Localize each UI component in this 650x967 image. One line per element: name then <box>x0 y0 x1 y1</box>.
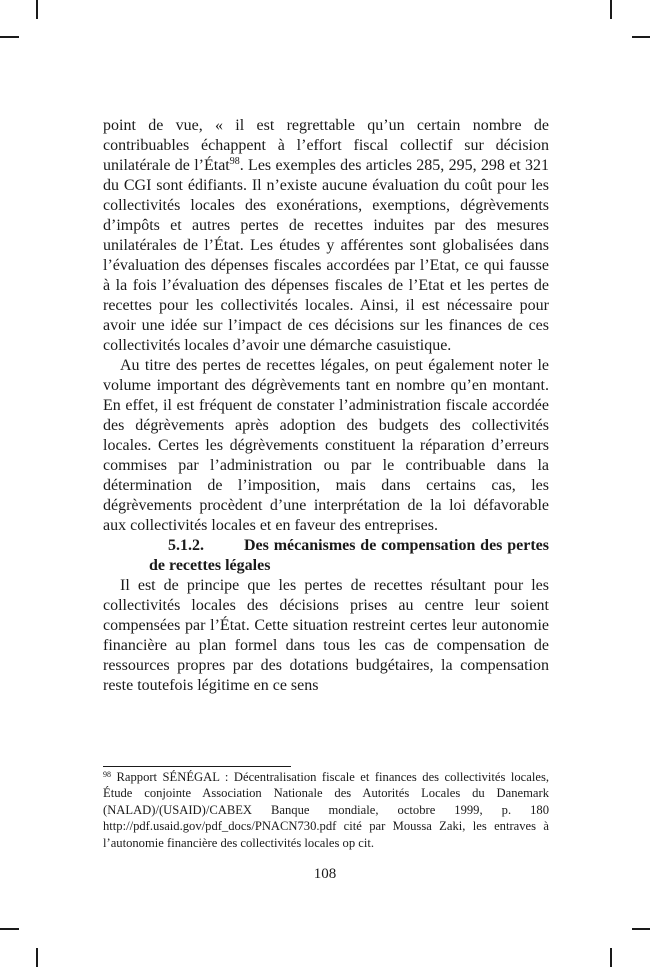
crop-mark-top-right-horizontal <box>632 36 650 38</box>
crop-mark-bottom-right-vertical <box>610 948 612 967</box>
crop-mark-bottom-left-vertical <box>36 948 38 967</box>
paragraph-2: Au titre des pertes de recettes légales, on peut également noter le volume important des dégrèvements tant en nombre qu’en montant. En effet, il est fréquent de constater l’administration fiscale accordée des dégrèvements après adoption des budgets des collectivités locales. Certes les dégrèvements constituent la réparation d’erreurs commises par l’administration ou par le contribuable dans la détermination de l’imposition, mais dans certains cas, les dégrèvements procèdent d’une interprétation de la loi défavorable aux collectivités locales et en faveur des entreprises. <box>103 357 549 534</box>
paragraph-1-text: point de vue, « il est regrettable qu’un certain nombre de contribuables échappent à l’effort fiscal collectif sur décision unilatérale de l’État <box>103 117 549 174</box>
footnote-separator <box>103 766 291 767</box>
crop-mark-top-left-horizontal <box>0 36 19 38</box>
paragraph-1 <box>103 116 549 356</box>
footnote-reference-98[interactable]: 98 <box>229 156 240 167</box>
section-heading <box>103 536 549 576</box>
footnote-98 <box>103 769 549 851</box>
page-number: 108 <box>313 866 337 882</box>
crop-mark-bottom-left-horizontal <box>0 928 19 930</box>
section-number: 5.1.2. <box>168 537 204 554</box>
crop-mark-top-left-vertical <box>36 0 38 19</box>
crop-mark-bottom-right-horizontal <box>632 928 650 930</box>
footnote-text: Rapport SÉNÉGAL : Décentralisation fiscale et finances des collectivités locales, Étude conjointe Association Nationale des Autorités Locales du Danemark (NALAD)/(USAID)/CABEX Banque mondiale, octobre 1999, p. 180 http://pdf.usaid.gov/pdf_docs/PNACN730.pdf cité par Moussa Zaki, les entraves à l’autonomie financière des collectivités locales op cit. <box>103 770 549 850</box>
paragraph-3: Il est de principe que les pertes de recettes résultant pour les collectivités locales des décisions prises au centre leur soient compensées par l’État. Cette situation restreint certes leur autonomie financière au plan formel dans tous les cas de compensation de ressources propres par des dotations budgétaires, la compensation reste toutefois légitime en ce sens <box>103 577 549 694</box>
footnote-marker: 98 <box>103 770 111 779</box>
paragraph-1-text-continued: . Les exemples des articles 285, 295, 298 et 321 du CGI sont édifiants. Il n’existe aucune évaluation du coût pour les collectivités locales des exonérations, exemptions, dégrèvements d’impôts et autres pertes de recettes induites par des mesures unilatérales de l’État. Les études y afférentes sont globalisées dans l’évaluation des dépenses fiscales accordées par l’Etat, ce qui fausse à la fois l’évaluation des dépenses fiscales de l’Etat et les pertes de recettes pour les collectivités locales. Ainsi, il est nécessaire pour avoir une idée sur l’impact de ces décisions sur les finances de ces collectivités locales d’avoir une démarche casuistique. <box>103 157 550 354</box>
main-text-column <box>103 116 549 696</box>
section-title: Des mécanismes de compensation des pertes de recettes légales <box>149 537 549 574</box>
footnotes <box>103 769 549 851</box>
crop-mark-top-right-vertical <box>610 0 612 19</box>
